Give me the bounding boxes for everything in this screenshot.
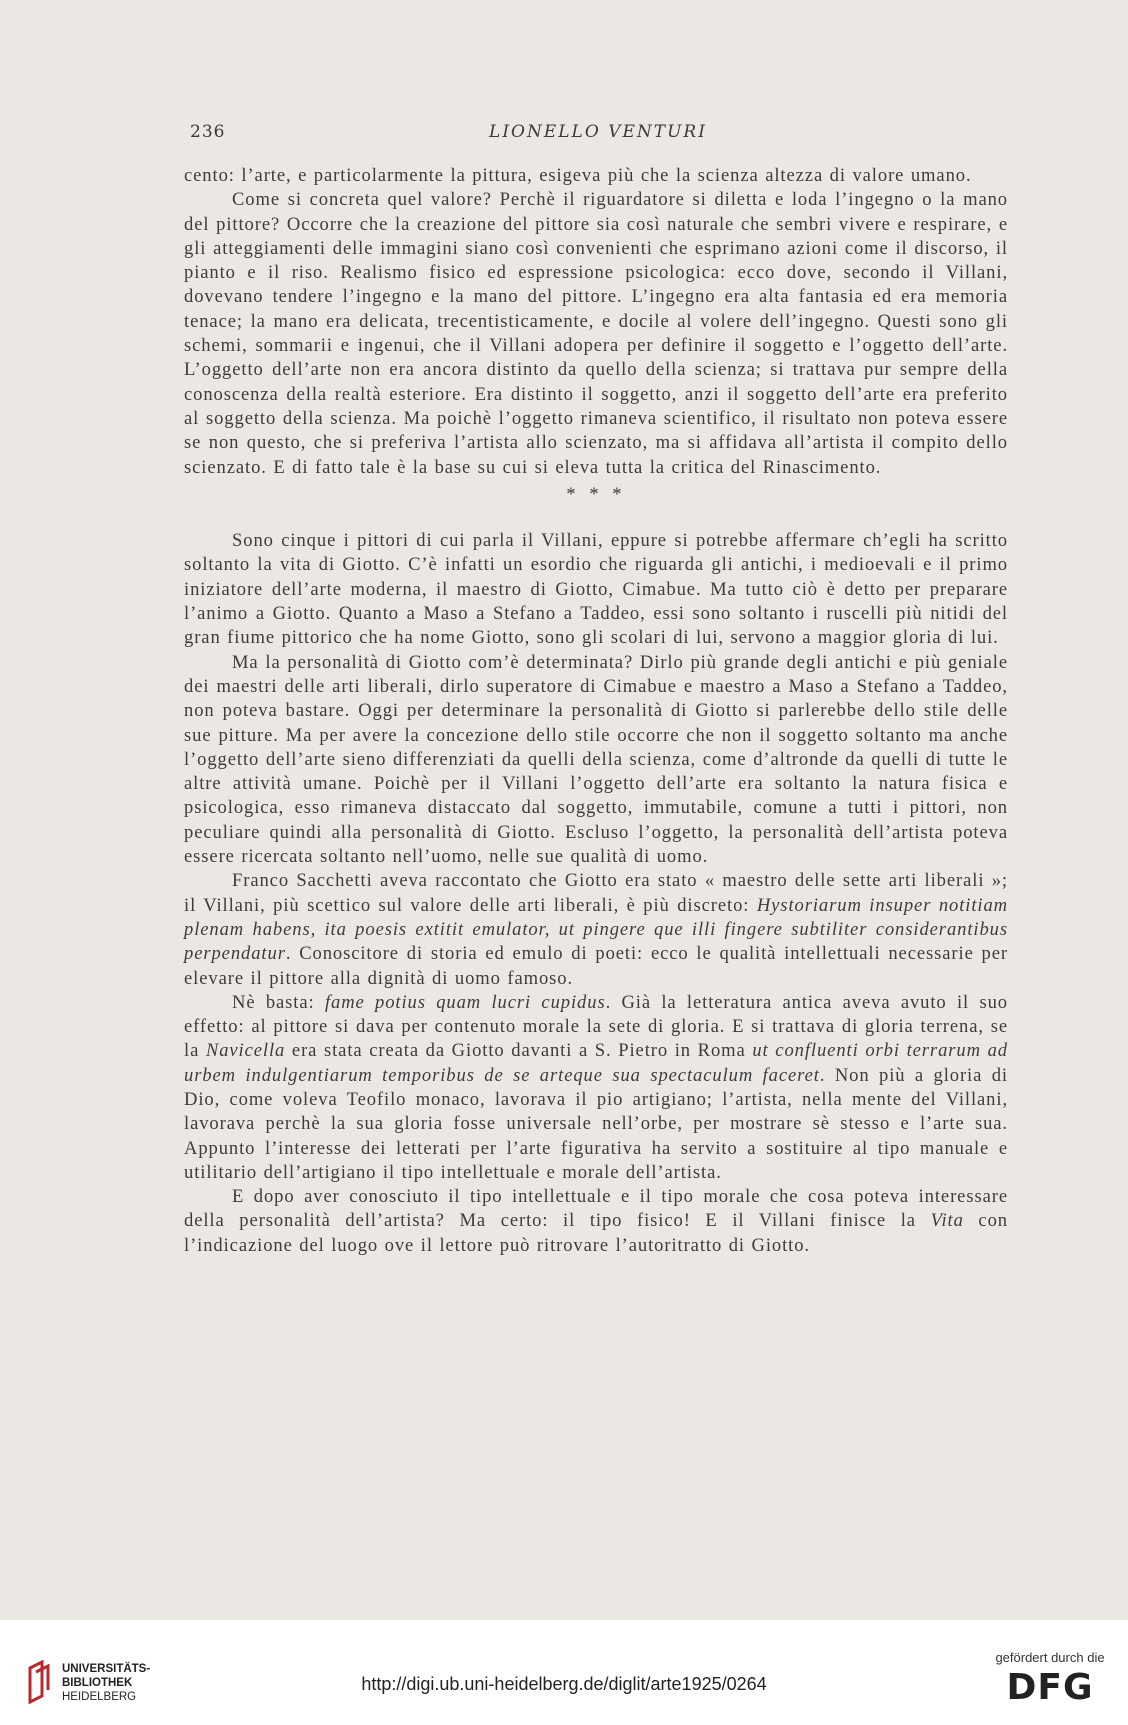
- text-run: Come si concreta quel valore? Perchè il riguardatore si diletta e loda l’ingegno o la mano del pittore? Occorre che la creazione del pittore sia così naturale che sembri vivere e respirare, e gli atteggiamenti delle immagini siano così convenienti che esprimano azioni come il discorso, il pianto e il riso. Realismo fisico ed espressione psicologica: ecco dove, secondo il Villani, dovevano tendere l’ingegno e la mano del pittore. L’ingegno era alta fantasia ed era memoria tenace; la mano era delicata, trecentisticamente, e docile al volere dell’ingegno. Questi sono gli schemi, sommarii e ingenui, che il Villani adopera per definire il soggetto e l’oggetto dell’arte. L’oggetto dell’arte non era ancora distinto da quello della scienza; si trattava pur sempre della conoscenza della realtà esteriore. Era distinto il soggetto, anzi il soggetto dell’arte era preferito al soggetto della scienza. Ma poichè l’oggetto rimaneva scientifico, il risultato non poteva essere se non questo, che si preferiva l’artista allo scienzato, ma si affidava all’artista il compito dello scienzato. E di fatto tale è la base su cui si eleva tutta la critica del Rinascimento.: [184, 189, 1008, 478]
- text-run: . Già la letteratura antica aveva avuto il suo effetto: al pittore si dava per contenuto morale la sete di gloria. E si trattava di gloria terrena, se la: [184, 991, 1008, 1062]
- text-run: con l’indicazione del luogo ove il lettore può ritrovare l’autoritratto di Giotto.: [184, 1210, 1008, 1256]
- text-run: E dopo aver conosciuto il tipo intellettuale e il tipo morale che cosa poteva interessare della personalità dell’artista? Ma certo: il tipo fisico! E il Villani finisce la: [184, 1186, 1008, 1232]
- italic-quote: fame potius quam lucri cupidus: [324, 991, 606, 1013]
- italic-quote: Navicella: [205, 1040, 286, 1062]
- text-run: . Non più a gloria di Dio, come voleva Teofilo monaco, lavorava il pio artigiano; l’artista, nella mente del Villani, lavorava perchè la sua gloria fosse universale nell’orbe, per mostrare sè stesso e l’arte sua. Appunto l’interesse dei letterati per l’arte figurativa ha servito a sostituire al tipo manuale e utilitario dell’artigiano il tipo intellettuale e morale dell’artista.: [184, 1064, 1008, 1183]
- digitization-footer: [0, 1620, 1128, 1725]
- text-run: cento: l’arte, e particolarmente la pittura, esigeva più che la scienza altezza di valore umano.: [184, 165, 972, 186]
- text-run: . Conoscitore di storia ed emulo di poeti: ecco le qualità intellettuali necessarie per elevare il pittore alla dignità di uomo famoso.: [184, 943, 1008, 989]
- paragraph: [184, 529, 1008, 650]
- sponsor-block: [990, 1650, 1110, 1708]
- paragraph: [184, 188, 1008, 480]
- running-head: LIONELLO VENTURI: [489, 122, 707, 142]
- body-text: [184, 164, 1008, 1258]
- italic-quote: Vita: [930, 1210, 964, 1232]
- italic-quote: ut confluenti orbi terrarum ad urbem indulgentiarum temporibus de se arteque sua spectaculum faceret: [184, 1040, 1008, 1086]
- section-separator: * * *: [566, 483, 626, 505]
- library-line: UNIVERSITÄTS-: [62, 1663, 151, 1675]
- paragraph: [184, 651, 1008, 870]
- section-after-separator: [184, 529, 1008, 1258]
- text-run: Nè basta:: [232, 991, 325, 1013]
- paragraph: [184, 1185, 1008, 1258]
- page-number: 236: [190, 122, 226, 142]
- italic-quote: Hystoriarum insuper notitiam plenam habens, ita poesis extitit emulator, ut pingere que illi fingere subtiliter considerantibus perpendatur: [184, 894, 1008, 965]
- sponsor-label: gefördert durch die: [995, 1650, 1105, 1665]
- paragraph: [184, 991, 1008, 1185]
- text-run: Ma la personalità di Giotto com’è determinata? Dirlo più grande degli antichi e più geniale dei maestri delle arti liberali, dirlo superatore di Cimabue e maestro a Maso a Stefano a Taddeo, non poteva bastare. Oggi per determinare la personalità di Giotto si parlerebbe dello stile delle sue pitture. Ma per avere la concezione dello stile occorre che non il soggetto soltanto ma anche l’oggetto dell’arte sieno differenziati da quelli della scienza, come d’altronde da quelli di tutte le altre attività umane. Poichè per il Villani l’oggetto dell’arte era soltanto la natura fisica e psicologica, esso rimaneva distaccato dal soggetto, immutabile, comune a tutti i pittori, non peculiare quindi alla personalità di Giotto. Escluso l’oggetto, la personalità dell’artista poteva essere ricercata soltanto nell’uomo, nelle sue qualità di uomo.: [184, 651, 1008, 868]
- paragraph: [184, 164, 1008, 188]
- section-before-separator: [184, 164, 1008, 480]
- text-run: Sono cinque i pittori di cui parla il Villani, eppure si potrebbe affermare ch’egli ha scritto soltanto la vita di Giotto. C’è infatti un esordio che riguarda gli antichi, i medioevali e il primo iniziatore dell’arte moderna, il maestro di Giotto, Cimabue. Ma tutto ciò è detto per preparare l’animo a Giotto. Quanto a Maso a Stefano a Taddeo, essi sono soltanto i ruscelli più nitidi del gran fiume pittorico che ha nome Giotto, sono gli scolari di lui, servono a maggior gloria di lui.: [184, 530, 1008, 649]
- dfg-logo: DFG: [1006, 1667, 1094, 1708]
- paragraph: [184, 869, 1008, 990]
- library-line: HEIDELBERG: [62, 1691, 137, 1703]
- text-run: era stata creata da Giotto davanti a S. Pietro in Roma: [285, 1040, 753, 1062]
- permalink-url[interactable]: http://digi.ub.uni-heidelberg.de/diglit/arte1925/0264: [361, 1674, 767, 1694]
- library-line: BIBLIOTHEK: [62, 1677, 133, 1689]
- text-run: Franco Sacchetti aveva raccontato che Giotto era stato « maestro delle sette arti liberali »; il Villani, più scettico sul valore delle arti liberali, è più discreto:: [184, 870, 1008, 916]
